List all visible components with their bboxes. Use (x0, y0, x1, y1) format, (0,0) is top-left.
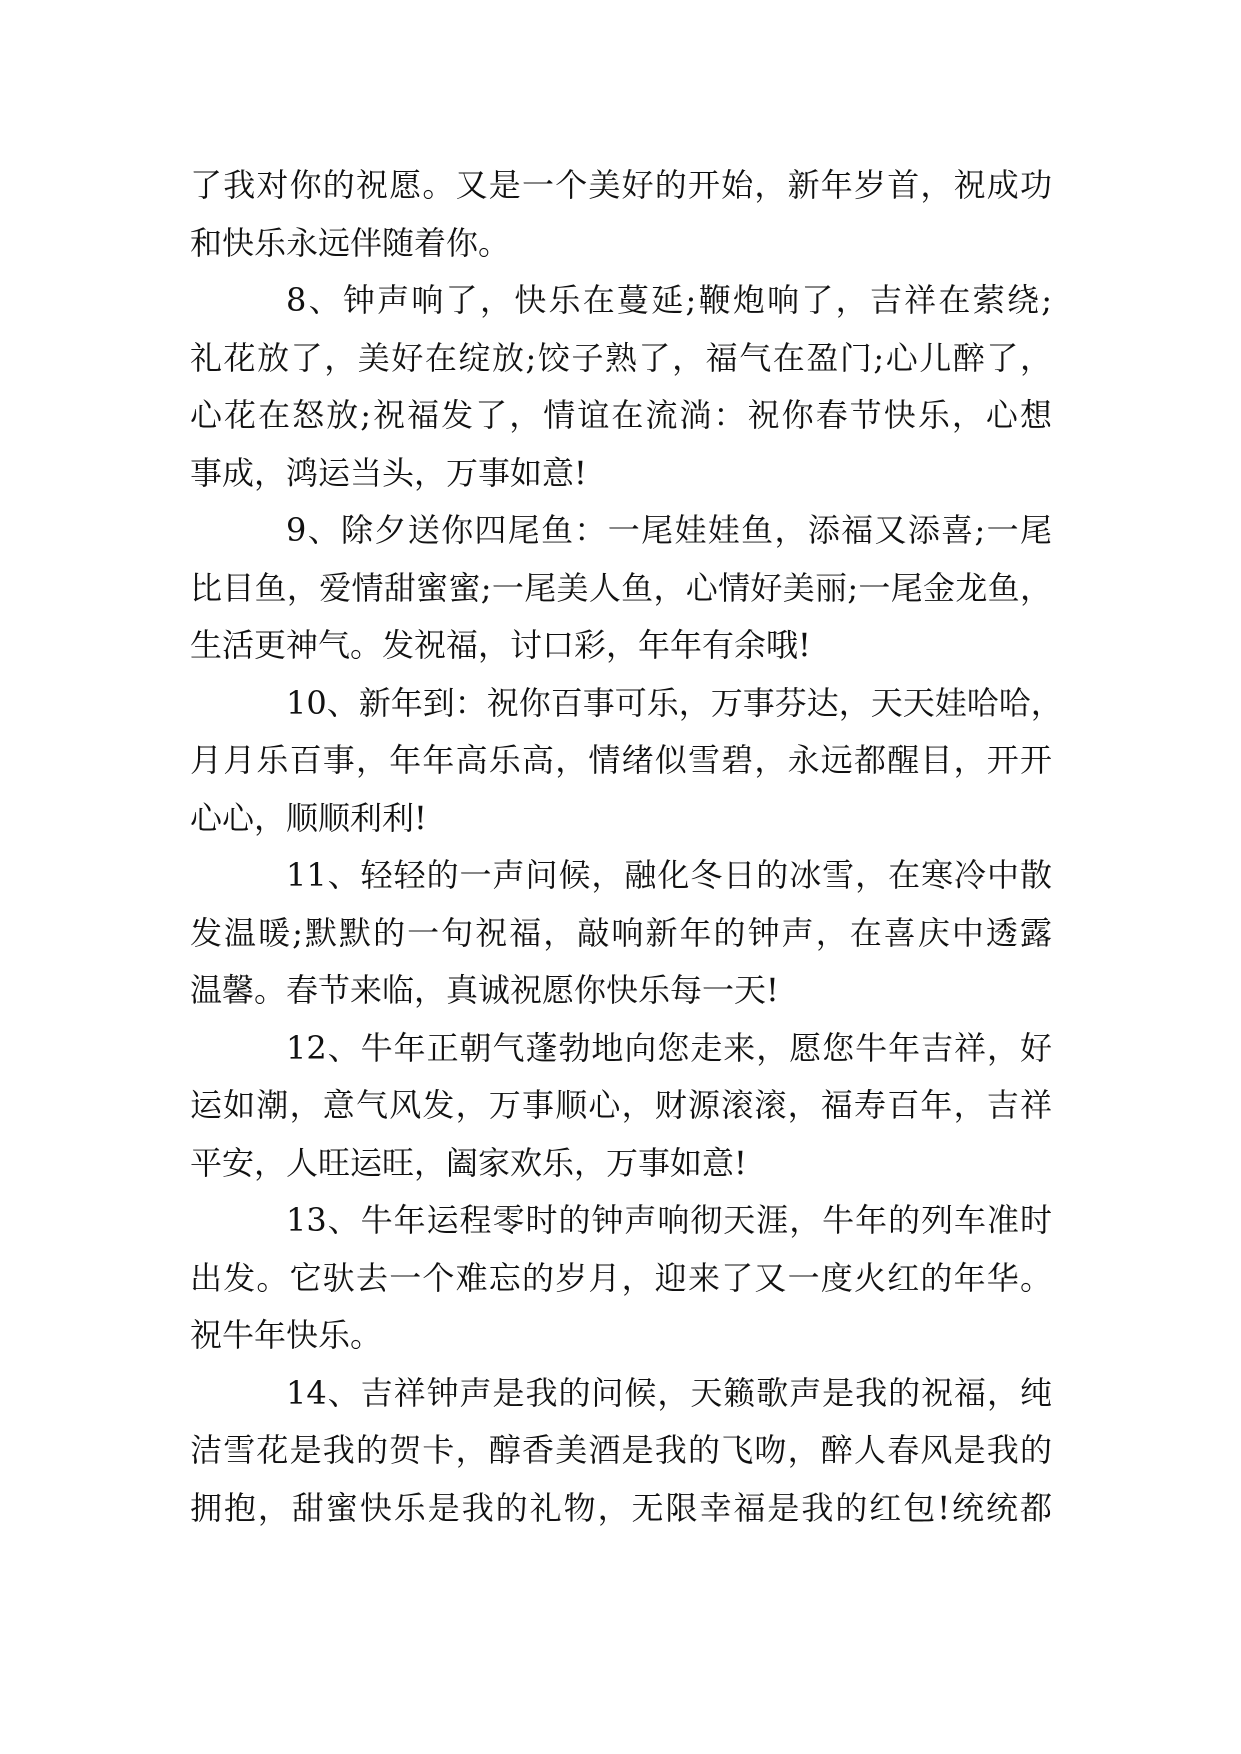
paragraph-line: 月月乐百事，年年高乐高，情绪似雪碧，永远都醒目，开开 (190, 741, 1052, 779)
paragraph-line: 发温暖;默默的一句祝福，敲响新年的钟声，在喜庆中透露 (190, 913, 1052, 952)
paragraph-line: 9、除夕送你四尾鱼：一尾娃娃鱼，添福又添喜;一尾 (286, 511, 1052, 549)
paragraph-line: 8、钟声响了，快乐在蔓延;鞭炮响了，吉祥在萦绕; (286, 281, 1052, 319)
paragraph-line: 平安，人旺运旺，阖家欢乐，万事如意! (190, 1143, 747, 1182)
paragraph-line: 生活更神气。发祝福，讨口彩，年年有余哦! (190, 626, 811, 664)
paragraph-line: 礼花放了，美好在绽放;饺子熟了，福气在盈门;心儿醉了， (190, 338, 1052, 377)
paragraph-line: 比目鱼，爱情甜蜜蜜;一尾美人鱼，心情好美丽;一尾金龙鱼， (190, 568, 1052, 607)
paragraph-line: 14、吉祥钟声是我的问候，天籁歌声是我的祝福，纯 (286, 1373, 1052, 1412)
paragraph-line: 拥抱，甜蜜快乐是我的礼物，无限幸福是我的红包!统统都 (190, 1488, 1052, 1527)
paragraph-line: 13、牛年运程零时的钟声响彻天涯，牛年的列车准时 (286, 1201, 1052, 1239)
paragraph-line: 和快乐永远伴随着你。 (190, 223, 511, 262)
paragraph-line: 温馨。春节来临，真诚祝愿你快乐每一天! (190, 971, 779, 1009)
paragraph-line: 事成，鸿运当头，万事如意! (190, 453, 587, 492)
paragraph-line: 运如潮，意气风发，万事顺心，财源滚滚，福寿百年，吉祥 (190, 1086, 1052, 1124)
paragraph-line: 出发。它驮去一个难忘的岁月，迎来了又一度火红的年华。 (190, 1258, 1052, 1297)
paragraph-line: 了我对你的祝愿。又是一个美好的开始，新年岁首，祝成功 (190, 166, 1052, 204)
paragraph-line: 心心，顺顺利利! (190, 798, 427, 837)
paragraph-line: 心花在怒放;祝福发了，情谊在流淌：祝你春节快乐，心想 (190, 396, 1052, 434)
paragraph-line: 11、轻轻的一声问候，融化冬日的冰雪，在寒冷中散 (286, 856, 1052, 894)
document-body (190, 157, 1063, 1537)
paragraph-line: 12、牛年正朝气蓬勃地向您走来，愿您牛年吉祥，好 (286, 1028, 1052, 1067)
paragraph-line: 洁雪花是我的贺卡，醇香美酒是我的飞吻，醉人春风是我的 (190, 1431, 1052, 1469)
paragraph-line: 10、新年到：祝你百事可乐，万事芬达，天天娃哈哈， (286, 683, 1063, 722)
paragraph-line: 祝牛年快乐。 (190, 1316, 383, 1354)
